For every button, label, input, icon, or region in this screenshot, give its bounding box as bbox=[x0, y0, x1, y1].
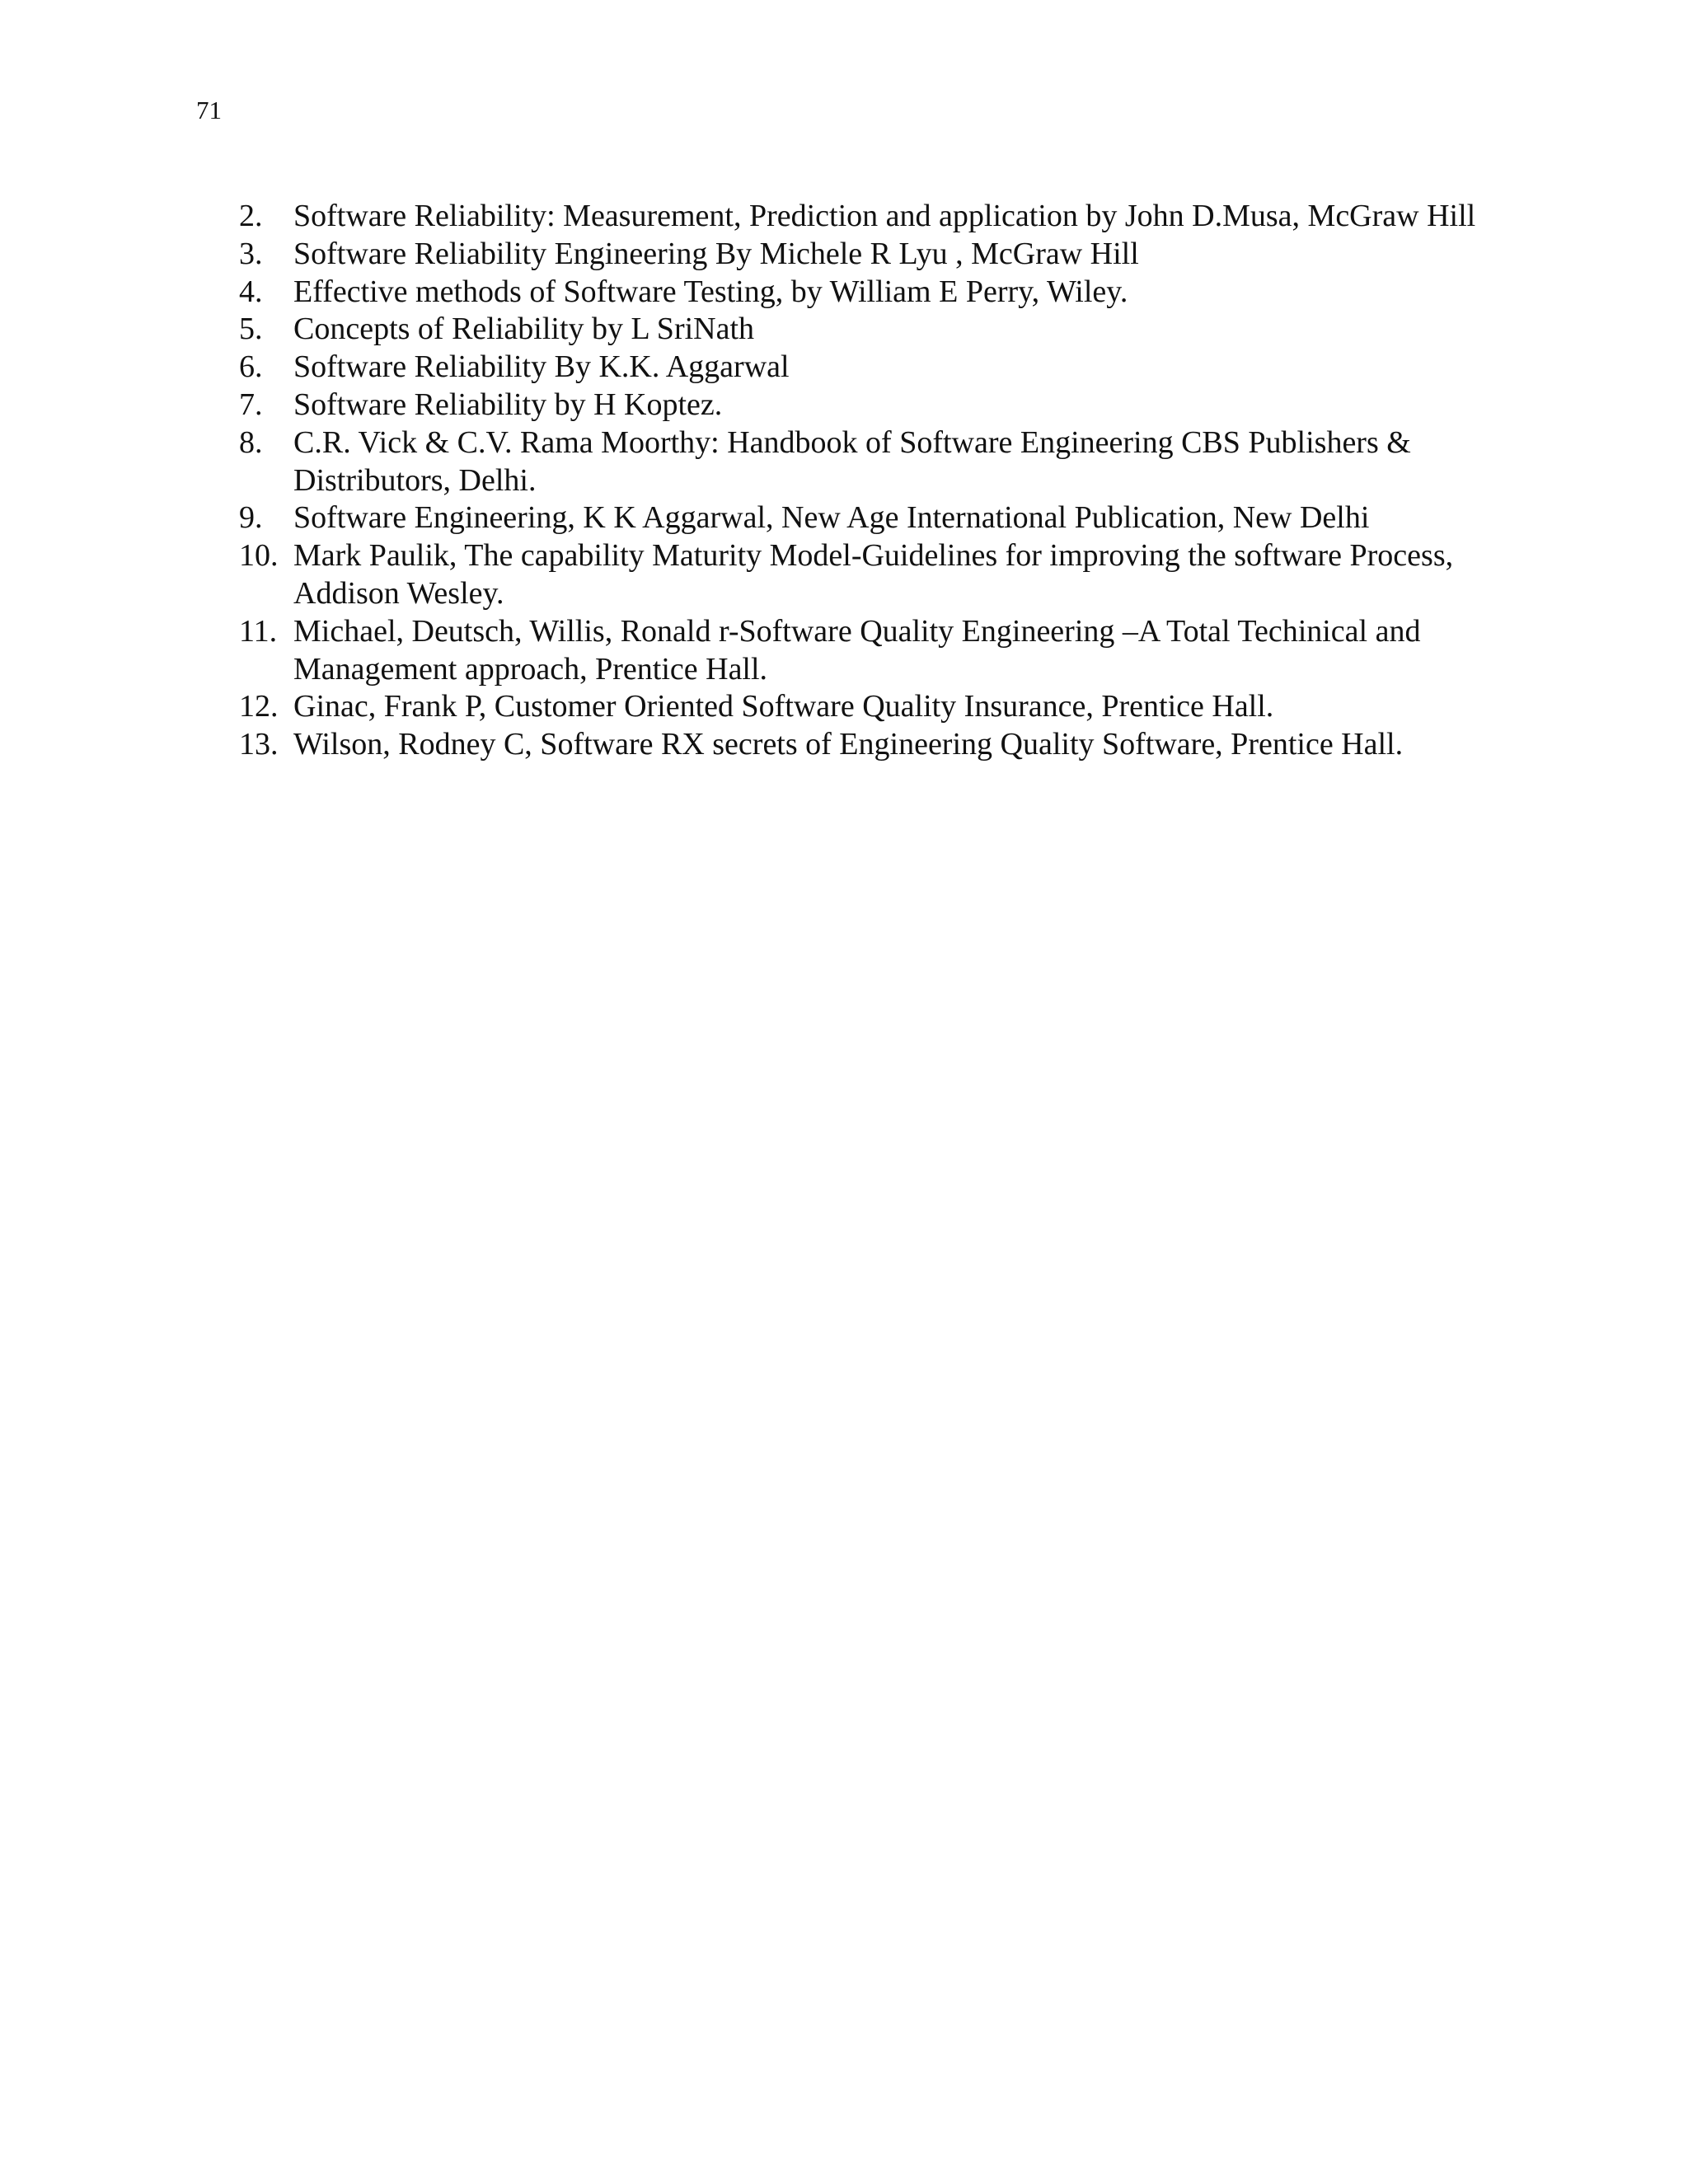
reference-text: Ginac, Frank P, Customer Oriented Software Quality Insurance, Prentice Hall. bbox=[293, 689, 1274, 724]
reference-text: C.R. Vick & C.V. Rama Moorthy: Handbook of Software Engineering CBS Publishers & Distributors, Delhi. bbox=[293, 424, 1411, 498]
reference-item bbox=[239, 499, 1492, 537]
reference-item bbox=[239, 726, 1492, 764]
reference-list bbox=[239, 198, 1492, 764]
reference-item bbox=[239, 424, 1492, 500]
reference-number: 5. bbox=[239, 312, 263, 347]
reference-number: 7. bbox=[239, 387, 263, 422]
reference-item bbox=[239, 613, 1492, 689]
reference-item bbox=[239, 537, 1492, 613]
reference-text: Software Engineering, K K Aggarwal, New Age International Publication, New Delhi bbox=[293, 500, 1370, 536]
reference-number: 3. bbox=[239, 236, 263, 271]
reference-text: Software Reliability Engineering By Michele R Lyu , McGraw Hill bbox=[293, 236, 1139, 271]
reference-item bbox=[239, 236, 1492, 274]
reference-text: Software Reliability: Measurement, Prediction and application by John D.Musa, McGraw Hill bbox=[293, 199, 1476, 233]
reference-text: Software Reliability By K.K. Aggarwal bbox=[293, 349, 790, 385]
reference-number: 4. bbox=[239, 274, 263, 309]
reference-text: Wilson, Rodney C, Software RX secrets of Engineering Quality Software, Prentice Hall. bbox=[293, 727, 1404, 762]
reference-item bbox=[239, 311, 1492, 349]
reference-number: 10. bbox=[239, 538, 279, 574]
reference-text: Effective methods of Software Testing, by William E Perry, Wiley. bbox=[293, 274, 1128, 309]
reference-item bbox=[239, 349, 1492, 387]
reference-number: 9. bbox=[239, 500, 263, 536]
reference-number: 2. bbox=[239, 199, 263, 233]
reference-text: Concepts of Reliability by L SriNath bbox=[293, 312, 755, 347]
reference-item bbox=[239, 274, 1492, 312]
reference-number: 6. bbox=[239, 349, 263, 385]
reference-number: 13. bbox=[239, 727, 279, 762]
reference-item bbox=[239, 198, 1492, 236]
reference-item bbox=[239, 387, 1492, 424]
reference-number: 11. bbox=[239, 613, 278, 649]
page-number: 71 bbox=[196, 96, 222, 124]
reference-item bbox=[239, 688, 1492, 726]
reference-text: Michael, Deutsch, Willis, Ronald r-Software Quality Engineering –A Total Techinical and Management approach, Prentice Hall. bbox=[293, 613, 1421, 687]
reference-number: 8. bbox=[239, 424, 263, 460]
reference-text: Software Reliability by H Koptez. bbox=[293, 387, 723, 422]
reference-number: 12. bbox=[239, 689, 279, 724]
reference-text: Mark Paulik, The capability Maturity Model-Guidelines for improving the software Process, Addison Wesley. bbox=[293, 538, 1454, 611]
